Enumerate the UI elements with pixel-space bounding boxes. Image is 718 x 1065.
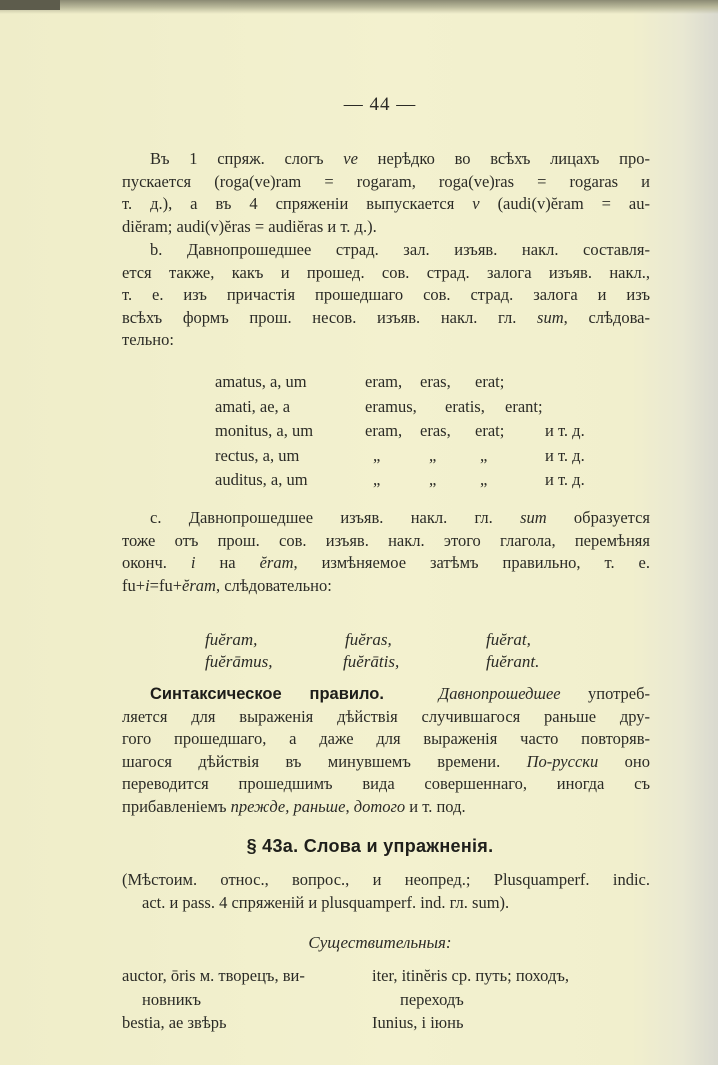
table-cell: „ — [373, 470, 381, 489]
text-run: , слѣдова- — [563, 307, 650, 327]
vocabulary-entry: новникъ — [142, 989, 202, 1009]
text-run: c. Давнопрошедшее изъяв. накл. гл. — [150, 508, 521, 527]
vocabulary-entry: переходъ — [400, 989, 464, 1009]
italic-text: ĕram — [259, 553, 294, 573]
text-line — [122, 728, 650, 751]
table-row — [0, 651, 718, 673]
table-cell: eramus, — [365, 396, 417, 416]
text-line — [122, 575, 650, 598]
table-cell: eratis, — [445, 396, 485, 416]
italic-text: i — [190, 553, 196, 573]
text-run: diĕram; audi(v)ĕras = audiĕras и т. д.). — [122, 216, 377, 236]
table-cell: „ — [480, 445, 488, 465]
text-run: act. и pass. 4 спряженій и plusquamperf. ind. гл. sum). — [142, 892, 510, 912]
italic-text: i — [145, 575, 150, 595]
text-run: т. е. изъ причастія прошедшаго сов. страд. залога и изъ — [122, 285, 650, 305]
text-run: и т. под. — [405, 796, 466, 816]
sum-form: fuĕram, — [205, 630, 258, 649]
subheading-nouns: Существительныя: — [308, 933, 452, 952]
text-run: прибавленіемъ — [122, 796, 231, 816]
table-cell: и т. д. — [545, 470, 585, 489]
vocabulary-entry: iter, itinĕris ср. путь; походъ, — [372, 966, 569, 985]
table-cell: amatus, a, um — [215, 372, 307, 391]
italic-text: дотого — [353, 796, 406, 816]
text-line — [122, 507, 650, 530]
italic-text: sum — [520, 508, 547, 527]
text-run: =fu+ — [149, 575, 183, 595]
italic-text: Давнопрошедшее — [438, 684, 561, 703]
text-run: , слѣдовательно: — [215, 575, 332, 595]
section-heading: § 43a. Слова и упражненія. — [246, 836, 494, 856]
text-run: , — [345, 796, 354, 816]
table-cell: eram, — [365, 372, 403, 391]
text-line — [122, 148, 650, 171]
table-row — [0, 629, 718, 651]
table-cell: erat; — [475, 372, 505, 391]
text-run: на — [195, 553, 260, 573]
table-cell: eras, — [420, 421, 451, 440]
text-run: ется также, какъ и прошед. сов. страд. залога изъяв. накл., — [122, 262, 650, 282]
paragraph-c — [122, 507, 650, 597]
text-run: нерѣдко во всѣхъ лицахъ про- — [357, 149, 650, 168]
sum-forms-table — [0, 629, 718, 673]
italic-text: ĕram — [182, 575, 216, 595]
table-cell: erat; — [475, 421, 505, 440]
text-run: , измѣняемое затѣмъ правильно, т. е. — [293, 553, 650, 573]
text-line — [122, 193, 650, 216]
text-run: употреб- — [560, 684, 650, 703]
text-run: гого прошедшаго, а даже для выраженія часто повторяв- — [122, 729, 650, 749]
scan-corner — [0, 0, 60, 10]
text-run: оконч. — [122, 553, 191, 573]
text-run: тоже отъ прош. сов. изъяв. накл. этого глагола, перемѣняя — [122, 530, 650, 550]
bold-rule-title: Синтаксическое правило. — [150, 685, 384, 703]
table-cell: rectus, a, um — [215, 445, 300, 465]
text-run: всѣхъ формъ прош. несов. изъяв. накл. гл. — [122, 307, 538, 327]
table-cell: eram, — [365, 421, 403, 440]
text-run: Въ 1 спряж. слогъ — [150, 149, 344, 168]
sum-form: fuĕrat, — [486, 630, 531, 649]
text-run: шагося дѣйствія въ минувшемъ времени. — [122, 751, 527, 771]
table-cell: „ — [480, 470, 488, 489]
vocabulary-entry: bestia, ae звѣрь — [122, 1013, 227, 1032]
text-line — [122, 751, 650, 774]
paragraph-a — [122, 148, 650, 238]
table-cell: „ — [429, 470, 437, 489]
scan-edge — [0, 0, 718, 14]
section-intro — [122, 869, 650, 914]
text-line — [122, 239, 650, 262]
text-line — [122, 329, 650, 352]
text-line — [122, 706, 650, 729]
italic-text: sum — [537, 307, 564, 327]
table-cell: и т. д. — [545, 445, 585, 465]
text-line — [122, 530, 650, 553]
table-cell: erant; — [505, 396, 543, 416]
italic-text: прежде, раньше — [230, 796, 346, 816]
syntax-rule-paragraph — [122, 683, 650, 819]
text-line — [122, 773, 650, 796]
text-line — [122, 171, 650, 194]
text-run: (audi(v)ĕram = au- — [479, 194, 650, 214]
vocabulary-entry: Iunius, i іюнь — [372, 1013, 464, 1032]
sum-form: fuĕrātis, — [343, 652, 400, 671]
text-run: пускается (roga(ve)ram = rogaram, roga(ve)ras = rogaras и — [122, 171, 650, 191]
text-line — [122, 683, 650, 706]
vocabulary-entry: auctor, ōris м. творецъ, ви- — [122, 966, 305, 985]
text-line — [122, 869, 650, 892]
italic-text: ve — [343, 149, 358, 168]
table-cell: „ — [429, 445, 437, 465]
text-line — [122, 552, 650, 575]
page-number: — 44 — — [343, 94, 417, 115]
sum-form: fuĕras, — [345, 630, 392, 649]
sum-form: fuĕrant. — [486, 652, 540, 671]
italic-text: v — [472, 194, 480, 214]
table-cell: monitus, a, um — [215, 421, 314, 440]
paragraph-b — [122, 239, 650, 352]
text-run: оно — [598, 751, 650, 771]
text-run: b. Давнопрошедшее страд. зал. изъяв. накл. составля- — [150, 240, 650, 259]
table-cell: „ — [373, 445, 381, 465]
table-cell: auditus, a, um — [215, 470, 308, 489]
table-cell: amati, ae, a — [215, 396, 291, 416]
text-run: переводится прошедшимъ вида совершеннаго, иногда съ — [122, 774, 650, 794]
italic-text: По-русски — [526, 751, 599, 771]
text-line — [122, 284, 650, 307]
text-run: образуется — [546, 508, 650, 527]
table-cell: и т. д. — [545, 421, 585, 440]
text-line — [122, 307, 650, 330]
text-line — [122, 892, 650, 915]
text-run: тельно: — [122, 330, 174, 350]
text-line — [122, 796, 650, 819]
text-run: fu+ — [122, 575, 146, 595]
sum-form: fuĕrāmus, — [205, 652, 273, 671]
text-line — [122, 216, 650, 239]
text-run — [384, 684, 439, 703]
table-cell: eras, — [420, 372, 451, 391]
text-run: ляется для выраженія дѣйствія случившагося раньше дру- — [122, 706, 650, 726]
text-line — [122, 262, 650, 285]
text-run: (Мѣстоим. относ., вопрос., и неопред.; Plusquamperf. indic. — [122, 870, 650, 889]
text-run: т. д.), а въ 4 спряженіи выпускается — [122, 194, 473, 214]
